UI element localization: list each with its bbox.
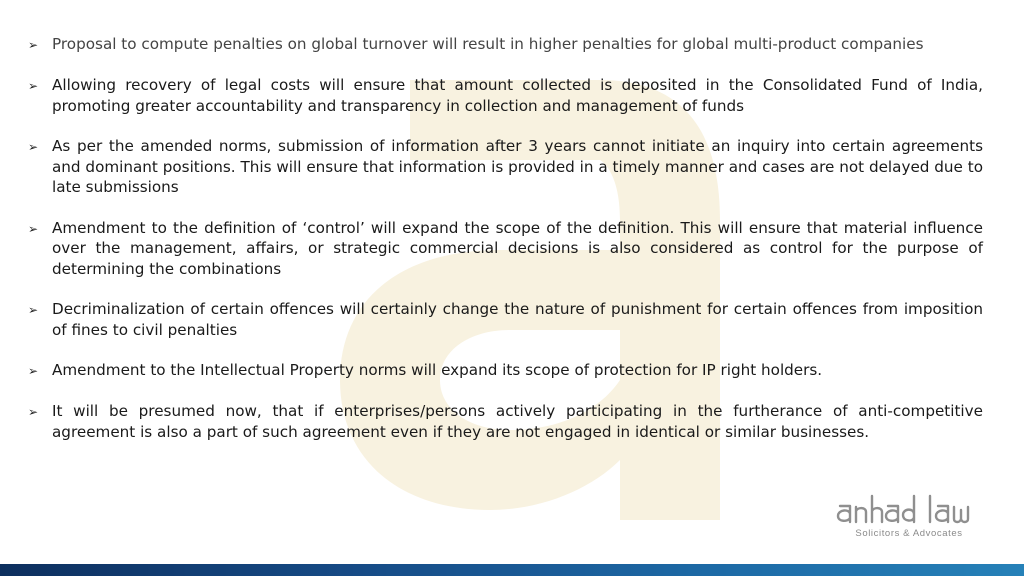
bullet-text: Amendment to the definition of ‘control’ will expand the scope of the definition. This will ensure that material influence over the management, affairs, or strategic commercial decisions is also considered as control for the purpose of determining the combinations: [52, 218, 983, 278]
bullet-item: [28, 360, 983, 381]
logo-tagline: Solicitors & Advocates: [855, 528, 963, 539]
bullet-text: Decriminalization of certain offences will certainly change the nature of punishment for certain offences from imposition of fines to civil penalties: [52, 300, 983, 339]
bullet-text: It will be presumed now, that if enterprises/persons actively participating in the furtherance of anti-competitive agreement is also a part of such agreement even if they are not engaged in identical or similar businesses.: [52, 402, 983, 441]
bullet-text: Proposal to compute penalties on global turnover will result in higher penalties for global multi-product companies: [52, 35, 924, 53]
anhad-law-wordmark: [834, 492, 984, 526]
bullet-item: [28, 75, 983, 116]
arrow-bullet-icon: ➢: [28, 79, 39, 93]
arrow-bullet-icon: ➢: [28, 364, 39, 378]
bullet-text: As per the amended norms, submission of information after 3 years cannot initiate an inquiry into certain agreements and dominant positions. This will ensure that information is provided in a timely manner and cases are not delayed due to late submissions: [52, 137, 983, 196]
bullet-item: [28, 401, 983, 442]
firm-logo: [834, 492, 984, 539]
arrow-bullet-icon: ➢: [28, 140, 39, 154]
bullet-text: Amendment to the Intellectual Property norms will expand its scope of protection for IP right holders.: [52, 361, 823, 379]
footer-accent-bar: [0, 564, 1024, 576]
arrow-bullet-icon: ➢: [28, 221, 39, 236]
bullet-item: [28, 34, 983, 55]
arrow-bullet-icon: ➢: [28, 303, 39, 317]
arrow-bullet-icon: ➢: [28, 405, 39, 419]
arrow-bullet-icon: ➢: [28, 38, 39, 52]
bullet-list: [28, 34, 983, 462]
bullet-item: [28, 299, 983, 340]
bullet-item: [28, 136, 983, 198]
bullet-item: [28, 218, 983, 280]
bullet-text: Allowing recovery of legal costs will ensure that amount collected is deposited in the Consolidated Fund of India, promoting greater accountability and transparency in collection and management of funds: [52, 76, 983, 115]
